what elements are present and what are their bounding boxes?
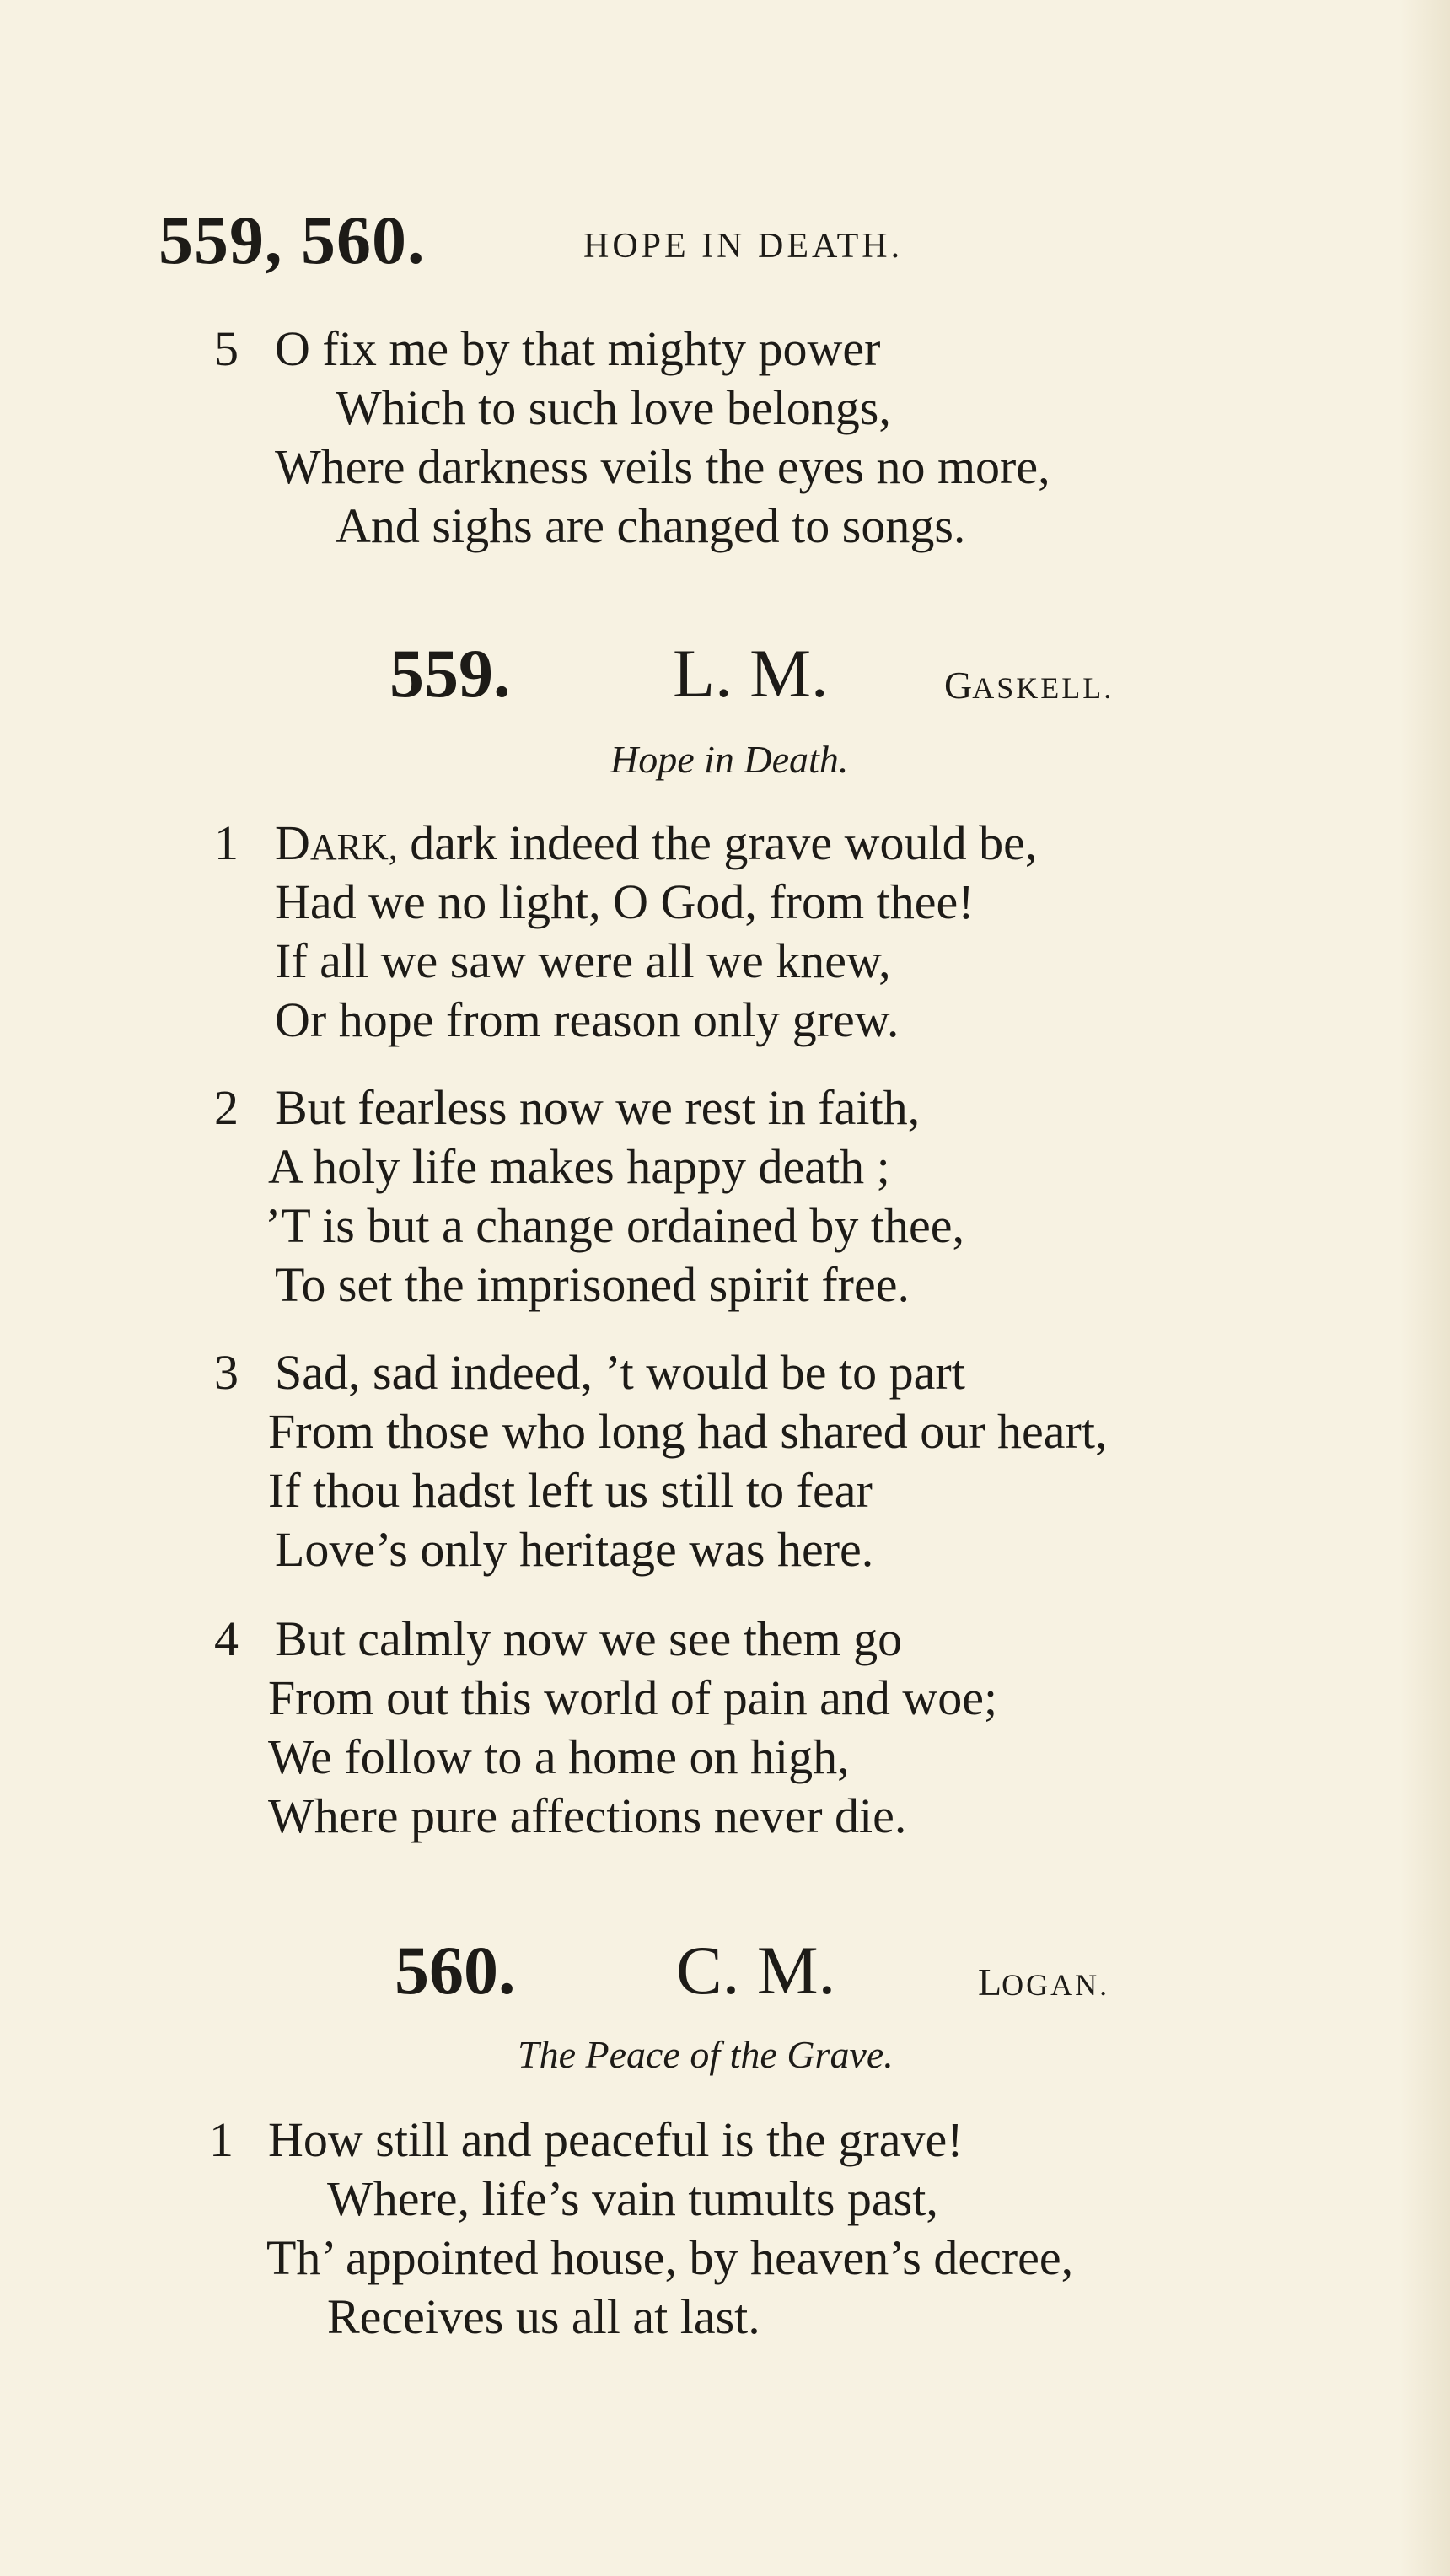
- verse-line: And sighs are changed to songs.: [336, 498, 966, 553]
- verse-line: Sad, sad indeed, ’t would be to part: [275, 1345, 965, 1400]
- hymn-meter: L. M.: [673, 635, 829, 712]
- verse-line: If thou hadst left us still to fear: [268, 1463, 873, 1518]
- verse-line: If all we saw were all we knew,: [275, 933, 891, 988]
- verse-line: Where, life’s vain tumults past,: [327, 2171, 938, 2226]
- verse-line: Which to such love belongs,: [336, 380, 891, 435]
- verse-line: Th’ appointed house, by heaven’s decree,: [266, 2230, 1074, 2285]
- verse-line: Where darkness veils the eyes no more,: [275, 439, 1050, 494]
- stanza-number: 3: [214, 1345, 239, 1400]
- tune-initial: L: [978, 1960, 1002, 2003]
- hymn-meter: C. M.: [676, 1932, 836, 2009]
- running-head-numbers: 559, 560.: [158, 202, 426, 278]
- tune-initial: G: [944, 664, 973, 707]
- stanza-number: 1: [209, 2112, 234, 2167]
- verse-line: Where pure affections never die.: [268, 1788, 907, 1843]
- verse-line: Or hope from reason only grew.: [275, 992, 900, 1047]
- verse-line: Love’s only heritage was here.: [275, 1522, 874, 1577]
- hymn-subtitle: The Peace of the Grave.: [518, 2033, 894, 2076]
- tune-rest: ASKELL.: [972, 671, 1114, 705]
- stanza-number: 4: [214, 1611, 239, 1666]
- hymn-tune: [978, 1960, 1109, 2004]
- stanza-number: 2: [214, 1080, 239, 1135]
- page-edge-shadow: [1399, 0, 1450, 2576]
- stanza-number: 1: [214, 815, 239, 870]
- verse-line: To set the imprisoned spirit free.: [275, 1257, 910, 1312]
- running-head-title: HOPE IN DEATH.: [583, 227, 904, 266]
- hymn-subtitle: Hope in Death.: [610, 738, 849, 781]
- verse-line: Receives us all at last.: [327, 2289, 760, 2344]
- verse-line: [275, 815, 1037, 871]
- verse-line: How still and peaceful is the grave!: [268, 2112, 964, 2167]
- hymn-number: 559.: [389, 635, 511, 712]
- verse-line: We follow to a home on high,: [268, 1729, 850, 1784]
- verse-line: A holy life makes happy death ;: [268, 1139, 890, 1194]
- small-caps-rest: ARK,: [309, 826, 398, 868]
- verse-line: O fix me by that mighty power: [275, 321, 881, 376]
- verse-line: But calmly now we see them go: [275, 1611, 903, 1666]
- stanza-number: 5: [214, 321, 239, 376]
- verse-line: But fearless now we rest in faith,: [275, 1080, 921, 1135]
- tune-rest: OGAN.: [1002, 1968, 1110, 2002]
- verse-line: Had we no light, O God, from thee!: [275, 874, 975, 929]
- verse-line: From out this world of pain and woe;: [268, 1670, 998, 1725]
- hymn-tune: [944, 663, 1114, 707]
- drop-initial: D: [275, 815, 310, 870]
- hymn-number: 560.: [395, 1932, 516, 2009]
- first-line-rest: dark indeed the grave would be,: [397, 815, 1038, 870]
- verse-line: From those who long had shared our heart,: [268, 1404, 1108, 1459]
- verse-line: ’T is but a change ordained by thee,: [265, 1198, 964, 1253]
